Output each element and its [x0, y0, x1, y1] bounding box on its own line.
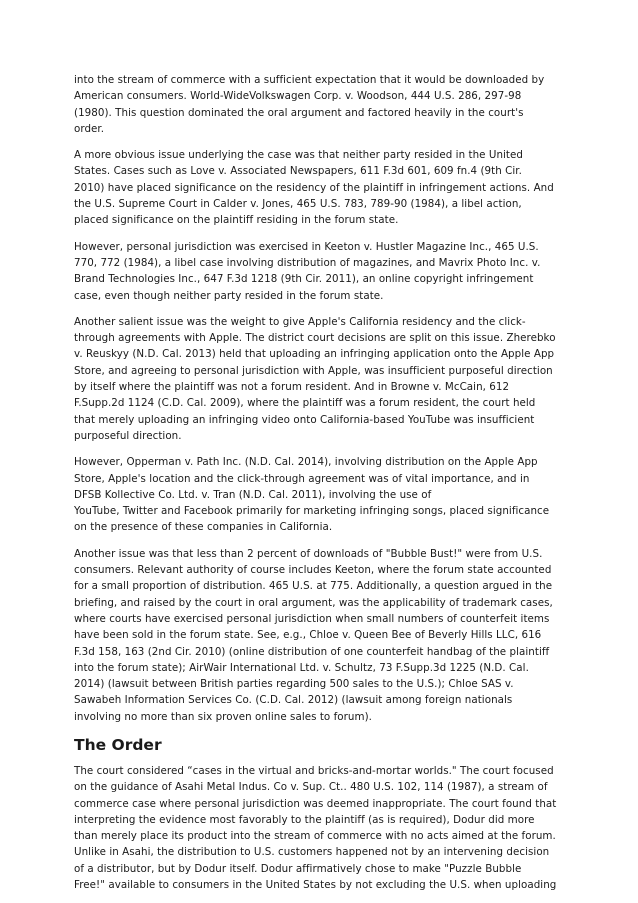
- text-line: than merely place its product into the stream of commerce with no acts aimed at the forum.: [74, 830, 556, 843]
- text-line: F.Supp.2d 1124 (C.D. Cal. 2009), where the plaintiff was a forum resident, the court held: [74, 397, 536, 410]
- text-line: 2014) (lawsuit between British parties regarding 500 sales to the U.S.); Chloe SAS v.: [74, 678, 514, 691]
- paragraph-stream-of-commerce: [74, 72, 570, 137]
- paragraph-downloads: [74, 546, 570, 725]
- text-line: A more obvious issue underlying the case was that neither party resided in the United: [74, 149, 523, 162]
- text-line: YouTube, Twitter and Facebook primarily for marketing infringing songs, placed significance: [74, 505, 550, 518]
- text-line: order.: [74, 122, 105, 135]
- text-line: Store, and agreeing to personal jurisdiction with Apple, was insufficient purposeful direction: [74, 364, 553, 377]
- text-line: DFSB Kollective Co. Ltd. v. Tran (N.D. Cal. 2011), involving the use of: [74, 488, 432, 501]
- text-line: purposeful direction.: [74, 429, 182, 442]
- text-line: v. Reuskyy (N.D. Cal. 2013) held that uploading an infringing application onto the Apple App: [74, 348, 555, 361]
- text-line: briefing, and raised by the court in oral argument, was the applicability of trademark cases,: [74, 596, 553, 609]
- text-line: Another salient issue was the weight to give Apple's California residency and the click-: [74, 315, 526, 328]
- text-line: However, Opperman v. Path Inc. (N.D. Cal. 2014), involving distribution on the Apple App: [74, 456, 538, 469]
- paragraph-keeton-mavrix: [74, 239, 570, 304]
- text-line: American consumers. World-WideVolkswagen Corp. v. Woodson, 444 U.S. 286, 297-98: [74, 90, 522, 103]
- text-line: case, even though neither party resided in the forum state.: [74, 289, 384, 302]
- text-line: on the guidance of Asahi Metal Indus. Co v. Sup. Ct.. 480 U.S. 102, 114 (1987), a stream of: [74, 781, 548, 794]
- text-line: that merely uploading an infringing video onto California-based YouTube was insufficient: [74, 413, 535, 426]
- text-line: 2010) have placed significance on the residency of the plaintiff in infringement actions. And: [74, 181, 554, 194]
- text-line: consumers. Relevant authority of course includes Keeton, where the forum state accounted: [74, 564, 552, 577]
- text-line: into the stream of commerce with a sufficient expectation that it would be downloaded by: [74, 74, 545, 86]
- text-line: (1980). This question dominated the oral argument and factored heavily in the court's: [74, 106, 524, 119]
- text-line: Unlike in Asahi, the distribution to U.S. customers happened not by an intervening decision: [74, 846, 550, 859]
- section-heading-the-order: The Order: [74, 735, 162, 754]
- text-line: into the forum state); AirWair International Ltd. v. Schultz, 73 F.Supp.3d 1225 (N.D. Cal.: [74, 661, 529, 674]
- paragraph-residency: [74, 147, 570, 228]
- text-line: Another issue was that less than 2 percent of downloads of "Bubble Bust!" were from U.S.: [74, 547, 543, 560]
- text-line: 770, 772 (1984), a libel case involving distribution of magazines, and Mavrix Photo Inc. v.: [74, 256, 541, 269]
- text-line: Brand Technologies Inc., 647 F.3d 1218 (9th Cir. 2011), an online copyright infringement: [74, 273, 534, 286]
- document-page: [74, 72, 570, 903]
- text-line: Store, Apple's location and the click-through agreement was of vital importance, and in: [74, 472, 530, 485]
- text-line: where courts have exercised personal jurisdiction when small numbers of counterfeit items: [74, 612, 550, 625]
- paragraph-opperman: [74, 454, 570, 535]
- text-line: on the presence of these companies in California.: [74, 521, 333, 534]
- text-line: placed significance on the plaintiff residing in the forum state.: [74, 214, 399, 227]
- text-line: for a small proportion of distribution. 465 U.S. at 775. Additionally, a question argued in the: [74, 580, 553, 593]
- text-line: through agreements with Apple. The district court decisions are split on this issue. Zherebko: [74, 332, 556, 345]
- text-line: However, personal jurisdiction was exercised in Keeton v. Hustler Magazine Inc., 465 U.S.: [74, 240, 539, 253]
- paragraph-apple-residency: [74, 314, 570, 444]
- text-line: States. Cases such as Love v. Associated Newspapers, 611 F.3d 601, 609 fn.4 (9th Cir.: [74, 165, 522, 178]
- text-line: by itself where the plaintiff was not a forum resident. And in Browne v. McCain, 612: [74, 381, 510, 394]
- text-line: The court considered “cases in the virtual and bricks-and-mortar worlds." The court focused: [74, 764, 554, 777]
- text-line: commerce case where personal jurisdiction was deemed inappropriate. The court found that: [74, 797, 557, 810]
- text-line: F.3d 158, 163 (2nd Cir. 2010) (online distribution of one counterfeit handbag of the plaintiff: [74, 645, 550, 658]
- text-line: have been sold in the forum state. See, e.g., Chloe v. Queen Bee of Beverly Hills LLC, 616: [74, 629, 542, 642]
- text-line: Sawabeh Information Services Co. (C.D. Cal. 2012) (lawsuit among foreign nationals: [74, 694, 513, 707]
- paragraph-the-order: [74, 763, 570, 893]
- text-line: involving no more than six proven online sales to forum).: [74, 710, 372, 723]
- text-line: the U.S. Supreme Court in Calder v. Jones, 465 U.S. 783, 789-90 (1984), a libel action,: [74, 198, 522, 211]
- text-line: of a distributor, but by Dodur itself. Dodur affirmatively chose to make "Puzzle Bubble: [74, 862, 522, 875]
- text-line: Free!" available to consumers in the United States by not excluding the U.S. when uploading: [74, 879, 557, 892]
- text-line: interpreting the evidence most favorably to the plaintiff (as is required), Dodur did more: [74, 813, 535, 826]
